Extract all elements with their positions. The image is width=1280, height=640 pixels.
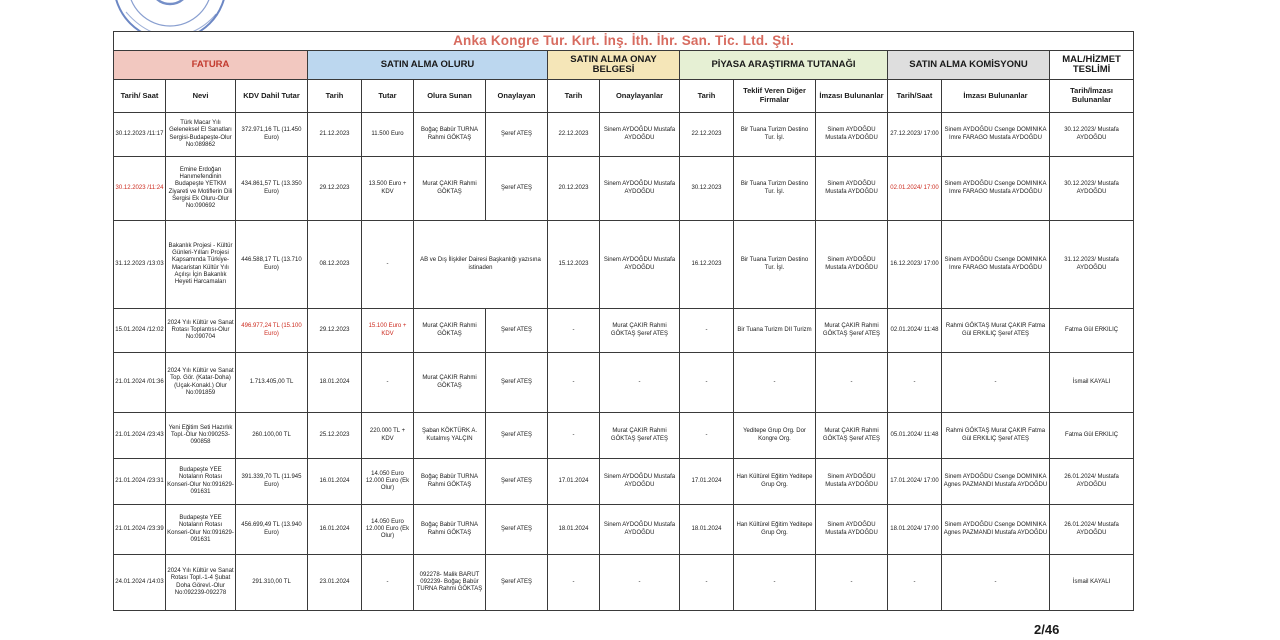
table-cell: Sinem AYDOĞDU Mustafa AYDOĞDU [816, 221, 888, 309]
table-cell: - [362, 353, 414, 413]
table-cell: 391.339,70 TL (11.945 Euro) [236, 459, 308, 505]
table-cell: Fatma Gül ERKILIÇ [1050, 413, 1134, 459]
table-cell: 18.01.2024 [548, 505, 600, 555]
table-cell: - [680, 309, 734, 353]
table-row [114, 459, 1134, 505]
table-cell: 2024 Yılı Kültür ve Sanat Rotası Toplantısı-Olur No:090704 [166, 309, 236, 353]
table-cell: Şeref ATEŞ [486, 157, 548, 221]
table-row [114, 309, 1134, 353]
table-row [114, 221, 1134, 309]
table-cell: 23.01.2024 [308, 555, 362, 611]
table-cell: Fatma Gül ERKILIÇ [1050, 309, 1134, 353]
table-cell: 21.01.2024 /01:36 [114, 353, 166, 413]
table-cell: - [548, 413, 600, 459]
table-cell: 08.12.2023 [308, 221, 362, 309]
table-cell: 21.12.2023 [308, 113, 362, 157]
table-cell: 15.12.2023 [548, 221, 600, 309]
table-cell: 29.12.2023 [308, 157, 362, 221]
table-cell: - [362, 221, 414, 309]
table-cell: Murat ÇAKIR Rahmi GÖKTAŞ Şeref ATEŞ [816, 309, 888, 353]
table-cell: - [600, 353, 680, 413]
table-cell: Boğaç Babür TURNA Rahmi GÖKTAŞ [414, 505, 486, 555]
column-header: Onaylayan [486, 80, 548, 113]
column-header-row [114, 80, 1134, 113]
table-cell: Sinem AYDOĞDU Mustafa AYDOĞDU [816, 113, 888, 157]
table-cell: Sinem AYDOĞDU Mustafa AYDOĞDU [816, 459, 888, 505]
table-cell: Şeref ATEŞ [486, 555, 548, 611]
table-cell: 496.977,24 TL (15.100 Euro) [236, 309, 308, 353]
table-cell: 05.01.2024/ 11:48 [888, 413, 942, 459]
group-satin-alma-komisyonu: SATIN ALMA KOMİSYONU [888, 51, 1050, 80]
table-cell: 22.12.2023 [680, 113, 734, 157]
table-cell: Şeref ATEŞ [486, 459, 548, 505]
table-cell: 26.01.2024/ Mustafa AYDOĞDU [1050, 459, 1134, 505]
table-cell: Sinem AYDOĞDU Mustafa AYDOĞDU [816, 157, 888, 221]
table-cell: 21.01.2024 /23:31 [114, 459, 166, 505]
table-cell: Murat ÇAKIR Rahmi GÖKTAŞ [414, 157, 486, 221]
table-cell: - [942, 555, 1050, 611]
table-cell: 16.01.2024 [308, 505, 362, 555]
table-cell: Murat ÇAKIR Rahmi GÖKTAŞ Şeref ATEŞ [600, 309, 680, 353]
table-cell: Boğaç Babür TURNA Rahmi GÖKTAŞ [414, 459, 486, 505]
company-title: Anka Kongre Tur. Kırt. İnş. İth. İhr. San. Tic. Ltd. Şti. [114, 32, 1134, 51]
table-cell: Türk Macar Yılı Geleneksel El Sanatları Sergisi-Budapeşte-Olur No:089862 [166, 113, 236, 157]
table-cell: İsmail KAYALI [1050, 353, 1134, 413]
table-cell: 16.12.2023/ 17:00 [888, 221, 942, 309]
table-cell: 24.01.2024 /14:03 [114, 555, 166, 611]
table-cell: Sinem AYDOĞDU Mustafa AYDOĞDU [816, 505, 888, 555]
table-cell: Murat ÇAKIR Rahmi GÖKTAŞ [414, 353, 486, 413]
column-header: Tarih/Saat [888, 80, 942, 113]
table-cell: Sinem AYDOĞDU Mustafa AYDOĞDU [600, 459, 680, 505]
table-cell: 13.500 Euro + KDV [362, 157, 414, 221]
table-cell: Sinem AYDOĞDU Mustafa AYDOĞDU [600, 157, 680, 221]
table-cell: 02.01.2024/ 11:48 [888, 309, 942, 353]
table-cell: Han Kültürel Eğitim Yeditepe Grup Org. [734, 459, 816, 505]
table-row [114, 157, 1134, 221]
table-cell: 30.12.2023/ Mustafa AYDOĞDU [1050, 157, 1134, 221]
column-header: Nevi [166, 80, 236, 113]
table-cell: Budapeşte YEE Notaların Rotası Konseri-Olur No:091629-091631 [166, 459, 236, 505]
column-header: İmzası Bulunanlar [816, 80, 888, 113]
table-cell: 26.01.2024/ Mustafa AYDOĞDU [1050, 505, 1134, 555]
table-cell: - [548, 353, 600, 413]
table-cell: - [680, 413, 734, 459]
table-cell: - [548, 309, 600, 353]
table-cell: 22.12.2023 [548, 113, 600, 157]
table-cell: 18.01.2024 [680, 505, 734, 555]
table-cell: Budapeşte YEE Notaların Rotası Konseri-Olur No:091629-091631 [166, 505, 236, 555]
group-satin-alma-onay-belgesi: SATIN ALMA ONAY BELGESİ [548, 51, 680, 80]
table-cell: 14.050 Euro 12.000 Euro (Ek Olur) [362, 505, 414, 555]
table-cell: 15.100 Euro + KDV [362, 309, 414, 353]
table-cell: 372.971,16 TL (11.450 Euro) [236, 113, 308, 157]
table-cell: - [734, 353, 816, 413]
table-cell: 291.310,00 TL [236, 555, 308, 611]
table-cell: 31.12.2023 /13:03 [114, 221, 166, 309]
table-cell: Bakanlık Projesi - Kültür Günleri-Yılları Projesi Kapsamında Türkiye-Macaristan Kültür Yılı Açılışı İçin Bakanlık Heyeti Harcamaları [166, 221, 236, 309]
table-cell: Rahmi GÖKTAŞ Murat ÇAKIR Fatma Gül ERKILIÇ Şeref ATEŞ [942, 413, 1050, 459]
table-cell: - [816, 555, 888, 611]
table-cell: 30.12.2023 [680, 157, 734, 221]
column-header: Tarih [680, 80, 734, 113]
table-cell: 30.12.2023 /11:24 [114, 157, 166, 221]
table-cell: Emine Erdoğan Hanımefendinin Budapeşte YETKM Ziyareti ve Motiflerin Dili Sergisi Ek Oluru-Olur No:090692 [166, 157, 236, 221]
column-header: Tarih/İmzası Bulunanlar [1050, 80, 1134, 113]
table-cell: Şeref ATEŞ [486, 505, 548, 555]
table-cell: Şeref ATEŞ [486, 113, 548, 157]
table-cell: 17.01.2024/ 17:00 [888, 459, 942, 505]
table-cell: - [548, 555, 600, 611]
group-piyasa-arastirma: PİYASA ARAŞTIRMA TUTANAĞI [680, 51, 888, 80]
column-header: Tarih/ Saat [114, 80, 166, 113]
table-row [114, 113, 1134, 157]
column-header: İmzası Bulunanlar [942, 80, 1050, 113]
table-cell: - [888, 353, 942, 413]
table-cell: 220.000 TL + KDV [362, 413, 414, 459]
table-cell: 17.01.2024 [680, 459, 734, 505]
table-cell: 2024 Yılı Kültür ve Sanat Rotası Topl.-1-4 Şubat Doha Görevl.-Olur No:092239-092278 [166, 555, 236, 611]
table-cell: 25.12.2023 [308, 413, 362, 459]
table-cell: İsmail KAYALI [1050, 555, 1134, 611]
table-cell: Murat ÇAKIR Rahmi GÖKTAŞ Şeref ATEŞ [816, 413, 888, 459]
table-cell: Yeditepe Grup Org. Dor Kongre Org. [734, 413, 816, 459]
table-cell: Sinem AYDOĞDU Mustafa AYDOĞDU [600, 505, 680, 555]
table-body [114, 113, 1134, 611]
table-cell: 29.12.2023 [308, 309, 362, 353]
table-cell: Bir Tuana Turizm DII Turizm [734, 309, 816, 353]
page-number: 2/46 [1034, 622, 1060, 637]
column-header: Tutar [362, 80, 414, 113]
table-cell: Boğaç Babür TURNA Rahmi GÖKTAŞ [414, 113, 486, 157]
column-header: KDV Dahil Tutar [236, 80, 308, 113]
table-cell: 18.01.2024 [308, 353, 362, 413]
procurement-table [113, 31, 1134, 611]
table-cell: Sinem AYDOĞDU Csenge DOMINIKA Imre FARAGO Mustafa AYDOĞDU [942, 221, 1050, 309]
column-header: Tarih [548, 80, 600, 113]
table-cell: - [680, 555, 734, 611]
table-cell: 02.01.2024/ 17:00 [888, 157, 942, 221]
table-cell: Sinem AYDOĞDU Csenge DOMINIKA Imre FARAGO Mustafa AYDOĞDU [942, 157, 1050, 221]
table-cell: 1.713.405,00 TL [236, 353, 308, 413]
table-row [114, 413, 1134, 459]
column-header: Olura Sunan [414, 80, 486, 113]
table-cell: Yeni Eğitim Seti Hazırlık Topl.-Olur No:090253-090858 [166, 413, 236, 459]
table-cell: 17.01.2024 [548, 459, 600, 505]
table-cell: - [734, 555, 816, 611]
table-cell: 21.01.2024 /23:43 [114, 413, 166, 459]
table-row [114, 505, 1134, 555]
table-cell: 30.12.2023 /11:17 [114, 113, 166, 157]
table-cell: 21.01.2024 /23:39 [114, 505, 166, 555]
table-cell: Sinem AYDOĞDU Csenge DOMINIKA Agnes PAZMANDI Mustafa AYDOĞDU [942, 505, 1050, 555]
table-cell: - [600, 555, 680, 611]
document-table-container [113, 31, 1133, 611]
group-fatura: FATURA [114, 51, 308, 80]
table-cell: Murat ÇAKIR Rahmi GÖKTAŞ Şeref ATEŞ [600, 413, 680, 459]
table-cell: Bir Tuana Turizm Destino Tur. İşl. [734, 113, 816, 157]
table-cell: 456.699,49 TL (13.940 Euro) [236, 505, 308, 555]
table-cell: 434.861,57 TL (13.350 Euro) [236, 157, 308, 221]
column-header: Teklif Veren Diğer Firmalar [734, 80, 816, 113]
table-cell: Bir Tuana Turizm Destino Tur. İşl. [734, 157, 816, 221]
group-mal-hizmet-teslimi: MAL/HİZMET TESLİMİ [1050, 51, 1134, 80]
table-cell: AB ve Dış İlişkiler Dairesi Başkanlığı yazısına istinaden [414, 221, 548, 309]
table-cell: Sinem AYDOĞDU Csenge DOMINIKA Imre FARAGO Mustafa AYDOĞDU [942, 113, 1050, 157]
table-cell: Sinem AYDOĞDU Mustafa AYDOĞDU [600, 221, 680, 309]
table-cell: - [362, 555, 414, 611]
table-cell: - [888, 555, 942, 611]
group-satin-alma-oluru: SATIN ALMA OLURU [308, 51, 548, 80]
table-cell: - [680, 353, 734, 413]
table-cell: Bir Tuana Turizm Destino Tur. İşl. [734, 221, 816, 309]
table-cell: Şeref ATEŞ [486, 309, 548, 353]
table-cell: 30.12.2023/ Mustafa AYDOĞDU [1050, 113, 1134, 157]
table-cell: - [816, 353, 888, 413]
table-cell: Han Kültürel Eğitim Yeditepe Grup Org. [734, 505, 816, 555]
table-cell: 16.12.2023 [680, 221, 734, 309]
table-cell: Rahmi GÖKTAŞ Murat ÇAKIR Fatma Gül ERKILIÇ Şeref ATEŞ [942, 309, 1050, 353]
table-cell: 20.12.2023 [548, 157, 600, 221]
table-cell: Şeref ATEŞ [486, 413, 548, 459]
column-header: Onaylayanlar [600, 80, 680, 113]
table-cell: Murat ÇAKIR Rahmi GÖKTAŞ [414, 309, 486, 353]
table-cell: 14.050 Euro 12.000 Euro (Ek Olur) [362, 459, 414, 505]
table-cell: 11.500 Euro [362, 113, 414, 157]
table-row [114, 353, 1134, 413]
table-cell: 446.588,17 TL (13.710 Euro) [236, 221, 308, 309]
column-header: Tarih [308, 80, 362, 113]
table-cell: 092278- Malik BARUT 092239- Boğaç Babür TURNA Rahmi GÖKTAŞ [414, 555, 486, 611]
table-row [114, 555, 1134, 611]
table-cell: 2024 Yılı Kültür ve Sanat Top. Gör. (Katar-Doha) (Uçak-Konakl.) Olur No:091859 [166, 353, 236, 413]
table-cell: 260.100,00 TL [236, 413, 308, 459]
table-cell: Sinem AYDOĞDU Csenge DOMINIKA Agnes PAZMANDI Mustafa AYDOĞDU [942, 459, 1050, 505]
table-cell: 31.12.2023/ Mustafa AYDOĞDU [1050, 221, 1134, 309]
table-cell: 27.12.2023/ 17:00 [888, 113, 942, 157]
table-cell: 16.01.2024 [308, 459, 362, 505]
table-cell: 15.01.2024 /12:02 [114, 309, 166, 353]
table-cell: Sinem AYDOĞDU Mustafa AYDOĞDU [600, 113, 680, 157]
table-cell: 18.01.2024/ 17:00 [888, 505, 942, 555]
table-cell: - [942, 353, 1050, 413]
table-cell: Şaban KÖKTÜRK A. Kutalmış YALÇIN [414, 413, 486, 459]
table-cell: Şeref ATEŞ [486, 353, 548, 413]
